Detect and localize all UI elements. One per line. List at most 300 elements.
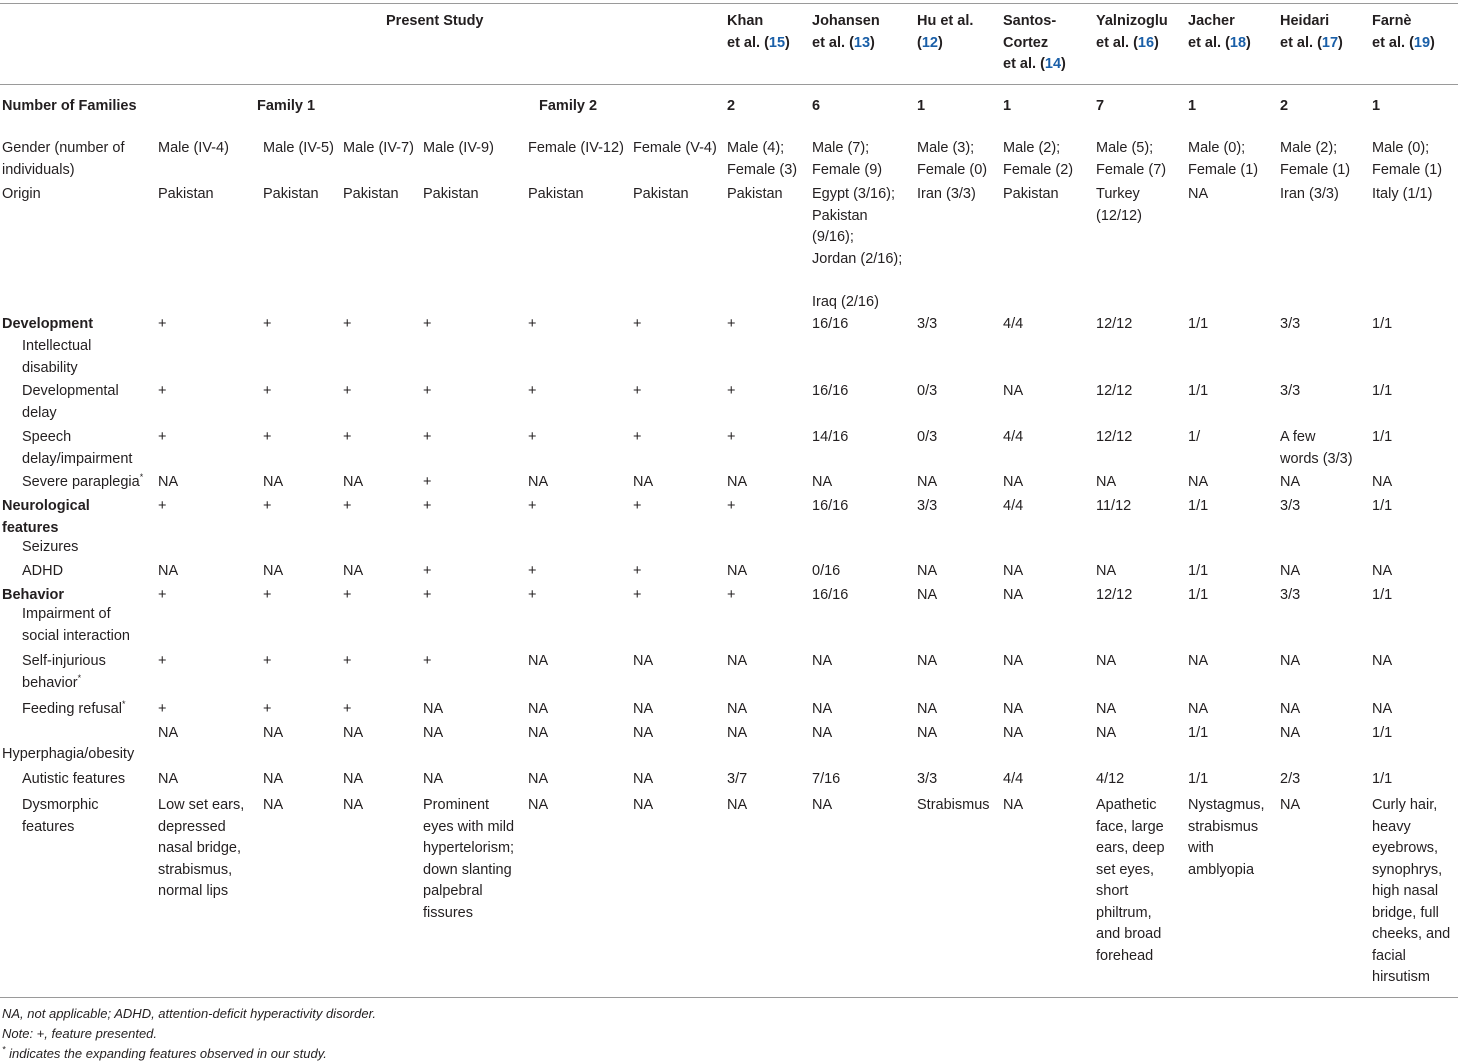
table-cell: Female (9) <box>812 161 883 178</box>
table-cell: + <box>263 653 272 669</box>
footnote-asterisk-text: indicates the expanding features observed in our study. <box>5 1046 327 1061</box>
table-cell: Pakistan <box>812 207 868 224</box>
table-cell: + <box>423 498 432 514</box>
table-cell: 12/12 <box>1096 429 1133 445</box>
table-cell: + <box>423 587 432 603</box>
table-cell: strabismus <box>1188 818 1259 835</box>
study-header-citation <box>917 33 943 55</box>
table-cell: NA <box>812 725 833 741</box>
table-cell: + <box>263 587 272 603</box>
citation-close: ) <box>1061 56 1066 72</box>
row-label-text: Gender (number of <box>2 140 125 156</box>
table-cell: facial <box>1372 947 1406 964</box>
citation-close: ) <box>785 34 790 51</box>
family-count: 2 <box>727 98 736 114</box>
table-cell: Pakistan <box>633 186 689 202</box>
table-cell: Pakistan <box>423 186 479 202</box>
family-1-label: Family 1 <box>257 98 316 114</box>
table-cell: + <box>633 587 642 603</box>
table-cell: + <box>423 429 432 445</box>
asterisk-mark: * <box>139 472 144 483</box>
row-label <box>22 472 143 494</box>
table-cell: 3/3 <box>1280 383 1301 399</box>
table-cell: Male (IV-5) <box>263 140 334 156</box>
table-cell: + <box>727 429 736 445</box>
footnote-abbreviations: NA, not applicable; ADHD, attention-deficit hyperactivity disorder. <box>2 1006 377 1021</box>
table-cell: NA <box>343 771 364 787</box>
table-cell: NA <box>263 474 284 490</box>
table-cell: NA <box>263 725 284 741</box>
table-cell: NA <box>812 797 833 813</box>
table-cell: NA <box>158 771 179 787</box>
table-cell: + <box>633 498 642 514</box>
table-cell: NA <box>1372 653 1393 669</box>
table-cell: (9/16); <box>812 229 854 245</box>
table-cell: bridge, full <box>1372 904 1439 921</box>
row-label-text: Feeding refusal <box>22 701 122 717</box>
table-cell: + <box>343 587 352 603</box>
family-count: 1 <box>1188 98 1197 114</box>
table-cell: 1/1 <box>1372 498 1393 514</box>
table-cell: set eyes, <box>1096 861 1155 878</box>
table-cell: words (3/3) <box>1280 450 1353 467</box>
table-cell: + <box>727 498 736 514</box>
citation-ref-link: 12 <box>921 34 938 51</box>
row-label <box>22 561 63 583</box>
table-cell: forehead <box>1096 947 1154 964</box>
table-cell: 1/1 <box>1372 725 1393 741</box>
row-label <box>2 518 58 540</box>
table-cell: NA <box>917 587 938 603</box>
table-cell: NA <box>633 701 654 717</box>
table-cell: + <box>343 701 352 717</box>
table-cell: NA <box>528 474 549 490</box>
table-cell: NA <box>727 563 748 579</box>
table-cell: NA <box>1188 186 1209 202</box>
table-cell: 14/16 <box>812 429 849 445</box>
table-cell: ears, deep <box>1096 840 1165 856</box>
row-label <box>22 626 130 648</box>
citation-ref-link: 13 <box>853 34 871 51</box>
study-header-citation <box>1188 33 1251 55</box>
table-cell: NA <box>1188 474 1209 490</box>
table-cell: NA <box>727 653 748 669</box>
row-label <box>22 403 57 425</box>
table-cell: 0/16 <box>812 563 841 579</box>
table-cell: NA <box>1280 725 1301 741</box>
table-cell: 1/ <box>1188 429 1201 445</box>
table-cell: with <box>1188 840 1214 856</box>
table-cell: + <box>528 316 537 332</box>
table-cell: NA <box>343 474 364 490</box>
table-cell: Male (2); <box>1280 140 1338 156</box>
row-label-text: Autistic features <box>22 771 126 787</box>
table-cell: 1/1 <box>1372 383 1393 399</box>
table-cell: and broad <box>1096 926 1162 942</box>
table-cell: NA <box>263 563 284 579</box>
table-cell: fissures <box>423 904 473 921</box>
table-cell: eyes with mild <box>423 818 515 835</box>
table-cell: + <box>263 316 272 332</box>
table-cell: 4/4 <box>1003 316 1024 332</box>
asterisk-mark: * <box>2 1044 6 1055</box>
table-cell: NA <box>1280 797 1301 813</box>
table-cell: 0/3 <box>917 383 938 399</box>
table-cell: NA <box>812 474 833 490</box>
table-cell: A few <box>1280 429 1316 445</box>
citation-close: ) <box>1246 34 1251 51</box>
row-label-text: Dysmorphic <box>22 797 99 813</box>
table-cell: cheeks, and <box>1372 926 1451 942</box>
study-header-name: Jacher <box>1188 13 1235 29</box>
table-cell: NA <box>1003 653 1024 669</box>
table-cell: NA <box>1372 563 1393 579</box>
row-label <box>2 160 75 182</box>
table-cell: NA <box>1003 563 1024 579</box>
row-label <box>2 496 90 518</box>
table-cell: 1/1 <box>1188 498 1209 514</box>
citation-text: et al. ( <box>727 34 769 51</box>
table-cell: Male (IV-7) <box>343 140 414 156</box>
table-cell: NA <box>528 653 549 669</box>
table-cell: + <box>263 498 272 514</box>
study-header-citation <box>1003 54 1066 76</box>
asterisk-mark: * <box>121 699 126 710</box>
table-cell: Male (IV-4) <box>158 140 229 156</box>
table-cell: + <box>343 498 352 514</box>
table-cell: short <box>1096 883 1129 899</box>
table-cell: Apathetic <box>1096 797 1157 813</box>
table-cell: 16/16 <box>812 587 849 603</box>
table-cell: NA <box>1280 653 1301 669</box>
table-cell: + <box>423 474 432 490</box>
table-cell: depressed <box>158 818 226 835</box>
table-cell: NA <box>1372 701 1393 717</box>
row-label <box>22 336 91 358</box>
table-cell: 4/4 <box>1003 498 1024 514</box>
row-label <box>22 817 74 839</box>
table-cell: hirsutism <box>1372 969 1431 985</box>
table-cell: + <box>158 429 167 445</box>
table-cell: 1/1 <box>1188 771 1209 787</box>
study-header-name: Hu et al. <box>917 13 974 29</box>
row-label <box>22 381 119 403</box>
table-cell: NA <box>158 563 179 579</box>
table-cell: (12/12) <box>1096 207 1142 224</box>
table-cell: NA <box>528 797 549 813</box>
study-header-name: Farnè <box>1372 13 1412 29</box>
table-cell: Female (1) <box>1372 161 1443 178</box>
row-label <box>2 744 134 766</box>
study-header-citation <box>1280 33 1343 55</box>
rule-bottom <box>0 997 1458 998</box>
table-cell: + <box>343 383 352 399</box>
citation-close: ) <box>1338 34 1343 51</box>
asterisk-mark: * <box>77 672 82 683</box>
table-cell: normal lips <box>158 883 229 899</box>
rule-header <box>0 84 1458 85</box>
table-cell: Nystagmus, <box>1188 797 1265 813</box>
row-label-text: individuals) <box>2 161 75 178</box>
table-cell: + <box>633 316 642 332</box>
table-cell: NA <box>1096 701 1117 717</box>
table-cell: 7/16 <box>812 771 841 787</box>
table-cell: nasal bridge, <box>158 840 242 856</box>
row-label-text: features <box>2 519 59 536</box>
study-header-name: Yalnizoglu <box>1096 13 1168 29</box>
table-cell: high nasal <box>1372 883 1439 899</box>
table-cell: 3/3 <box>917 498 938 514</box>
table-cell: Strabismus <box>917 797 990 813</box>
table-cell: NA <box>633 653 654 669</box>
table-cell: + <box>158 383 167 399</box>
table-cell: 16/16 <box>812 498 849 514</box>
citation-close: ) <box>1430 34 1435 51</box>
citation-text: et al. ( <box>1372 34 1414 51</box>
table-cell: Turkey <box>1096 186 1140 202</box>
table-cell: palpebral <box>423 883 483 899</box>
row-label <box>22 795 99 817</box>
row-label-text: features <box>22 818 75 835</box>
study-header-name: Khan <box>727 13 764 29</box>
row-label-text: Seizures <box>22 539 79 555</box>
table-cell: + <box>528 498 537 514</box>
row-label-text: social interaction <box>22 627 130 644</box>
citation-close: ) <box>1154 34 1159 51</box>
table-cell: + <box>633 383 642 399</box>
study-header-citation <box>1096 33 1159 55</box>
table-cell: NA <box>1096 474 1117 490</box>
table-cell: + <box>158 587 167 603</box>
family-count: 6 <box>812 98 821 114</box>
table-cell: + <box>158 653 167 669</box>
study-header-name: Heidari <box>1280 13 1330 29</box>
table-cell: hypertelorism; <box>423 840 515 856</box>
family-count: 1 <box>917 98 926 114</box>
table-cell: 0/3 <box>917 429 938 445</box>
table-cell: + <box>633 563 642 579</box>
table-cell: 1/1 <box>1372 771 1393 787</box>
row-label <box>22 427 71 449</box>
row-label-text: Severe paraplegia <box>22 474 140 490</box>
row-label <box>2 138 125 160</box>
table-cell: NA <box>528 771 549 787</box>
table-cell: NA <box>1280 474 1301 490</box>
row-label <box>22 537 78 559</box>
row-label-text: Developmental <box>22 383 119 399</box>
row-label <box>22 651 106 673</box>
table-cell: Pakistan <box>158 186 214 202</box>
table-cell: NA <box>917 725 938 741</box>
table-cell: + <box>423 316 432 332</box>
table-cell: + <box>528 383 537 399</box>
table-cell: NA <box>727 701 748 717</box>
table-cell: Pakistan <box>343 186 399 202</box>
table-cell: NA <box>917 653 938 669</box>
table-cell: + <box>528 587 537 603</box>
table-cell: NA <box>1003 725 1024 741</box>
table-cell: 4/4 <box>1003 429 1024 445</box>
table-cell: NA <box>1188 653 1209 669</box>
table-cell: NA <box>423 725 444 741</box>
table-cell: NA <box>528 725 549 741</box>
table-cell: NA <box>158 474 179 490</box>
table-cell: Curly hair, <box>1372 797 1438 813</box>
table-cell: Italy (1/1) <box>1372 186 1433 202</box>
study-header-name: Santos- <box>1003 13 1057 29</box>
row-label-text: behavior <box>22 674 78 691</box>
table-cell: NA <box>1003 701 1024 717</box>
table-cell: + <box>158 498 167 514</box>
table-cell: Male (0); <box>1188 140 1246 156</box>
table-cell: NA <box>343 797 364 813</box>
table-cell: NA <box>1003 474 1024 490</box>
citation-ref-link: 15 <box>768 34 786 51</box>
table-cell: NA <box>158 725 179 741</box>
table-cell: + <box>263 383 272 399</box>
table-cell: NA <box>812 653 833 669</box>
study-header-citation <box>727 33 790 55</box>
table-cell: NA <box>727 797 748 813</box>
table-cell: 1/1 <box>1372 316 1393 332</box>
table-cell: + <box>727 587 736 603</box>
table-cell: synophrys, <box>1372 861 1443 878</box>
row-label <box>22 449 132 471</box>
table-cell: NA <box>633 725 654 741</box>
table-cell: Low set ears, <box>158 797 245 813</box>
table-cell: 16/16 <box>812 316 849 332</box>
citation-text: et al. ( <box>1280 34 1322 51</box>
citation-text: ( <box>917 34 922 51</box>
table-cell: NA <box>727 474 748 490</box>
row-label-text: Speech <box>22 429 72 445</box>
table-cell: strabismus, <box>158 861 233 878</box>
table-cell: + <box>727 316 736 332</box>
table-cell: 4/4 <box>1003 771 1024 787</box>
table-cell: Female (1) <box>1188 161 1259 178</box>
table-cell: NA <box>343 563 364 579</box>
row-label <box>22 358 78 380</box>
table-cell: Pakistan <box>528 186 584 202</box>
table-cell: 1/1 <box>1188 383 1209 399</box>
table-cell: 1/1 <box>1372 587 1393 603</box>
table-cell: + <box>423 653 432 669</box>
table-cell: NA <box>633 797 654 813</box>
table-cell: + <box>343 316 352 332</box>
table-cell: NA <box>633 474 654 490</box>
table-cell: + <box>528 429 537 445</box>
table-cell: NA <box>917 474 938 490</box>
row-label <box>22 769 125 791</box>
table-cell: 3/3 <box>917 771 938 787</box>
footnote-note: Note: +, feature presented. <box>2 1026 158 1041</box>
table-cell: Female (2) <box>1003 161 1074 178</box>
table-cell: 1/1 <box>1188 725 1209 741</box>
table-cell: Prominent <box>423 797 490 813</box>
table-cell: 12/12 <box>1096 316 1133 332</box>
table-cell: + <box>158 316 167 332</box>
row-label-text: ADHD <box>22 563 64 579</box>
row-label-text: Self-injurious <box>22 653 106 669</box>
citation-text: et al. ( <box>812 34 854 51</box>
row-label-text: delay/impairment <box>22 450 133 467</box>
family-count: 2 <box>1280 98 1289 114</box>
table-cell: Female (0) <box>917 161 988 178</box>
table-cell: 3/3 <box>917 316 938 332</box>
family-count: 1 <box>1372 98 1381 114</box>
table-cell: 2/3 <box>1280 771 1301 787</box>
table-cell: 1/1 <box>1372 429 1393 445</box>
table-cell: Male (4); <box>727 140 785 156</box>
families-label: Number of Families <box>2 98 137 114</box>
table-cell: NA <box>1280 701 1301 717</box>
table-cell: NA <box>528 701 549 717</box>
table-cell: + <box>263 701 272 717</box>
table-cell: Egypt (3/16); <box>812 186 896 202</box>
table-cell: NA <box>727 725 748 741</box>
table-cell: NA <box>1096 653 1117 669</box>
table-cell: 16/16 <box>812 383 849 399</box>
row-label-text: Hyperphagia/obesity <box>2 746 135 762</box>
citation-text: et al. ( <box>1003 56 1045 72</box>
table-cell: 1/1 <box>1188 587 1209 603</box>
table-cell: NA <box>1188 701 1209 717</box>
study-header-citation <box>1372 33 1435 55</box>
citation-text: et al. ( <box>1188 34 1230 51</box>
table-cell: NA <box>263 771 284 787</box>
citation-close: ) <box>937 34 943 51</box>
footnote-asterisk <box>2 1044 327 1064</box>
table-cell: Female (3) <box>727 161 798 178</box>
table-cell: NA <box>343 725 364 741</box>
family-count: 1 <box>1003 98 1012 114</box>
table-cell: Female (V-4) <box>633 140 717 156</box>
table-cell: NA <box>423 771 444 787</box>
table-cell: Iran (3/3) <box>1280 186 1339 202</box>
table-cell: Pakistan <box>727 186 783 202</box>
table-cell: 1/1 <box>1188 563 1209 579</box>
table-cell: Male (IV-9) <box>423 140 494 156</box>
citation-ref-link: 17 <box>1321 34 1339 51</box>
table-cell: NA <box>1003 797 1024 813</box>
table-cell: Female (7) <box>1096 161 1167 178</box>
table-cell: 1/1 <box>1188 316 1209 332</box>
table-cell: Pakistan <box>1003 186 1059 202</box>
rule-top <box>0 3 1458 4</box>
row-label-text: Impairment of <box>22 606 111 622</box>
table-cell: NA <box>917 701 938 717</box>
header-present-study: Present Study <box>386 13 484 29</box>
row-label-text: Development <box>2 316 94 332</box>
table-cell: NA <box>1280 563 1301 579</box>
family-count: 7 <box>1096 98 1105 114</box>
table-cell: + <box>343 429 352 445</box>
table-cell: + <box>263 429 272 445</box>
table-cell: Female (1) <box>1280 161 1351 178</box>
citation-ref-link: 18 <box>1229 34 1247 51</box>
table-cell: amblyopia <box>1188 861 1255 878</box>
table-cell: NA <box>917 563 938 579</box>
table-cell: 4/12 <box>1096 771 1125 787</box>
table-cell: heavy <box>1372 818 1411 835</box>
family-2-label: Family 2 <box>539 98 598 114</box>
study-header-citation <box>812 33 875 55</box>
table-cell: down slanting <box>423 861 512 878</box>
citation-close: ) <box>870 34 875 51</box>
citation-ref-link: 14 <box>1044 56 1062 72</box>
table-cell: philtrum, <box>1096 904 1152 921</box>
table-cell: Male (5); <box>1096 140 1154 156</box>
